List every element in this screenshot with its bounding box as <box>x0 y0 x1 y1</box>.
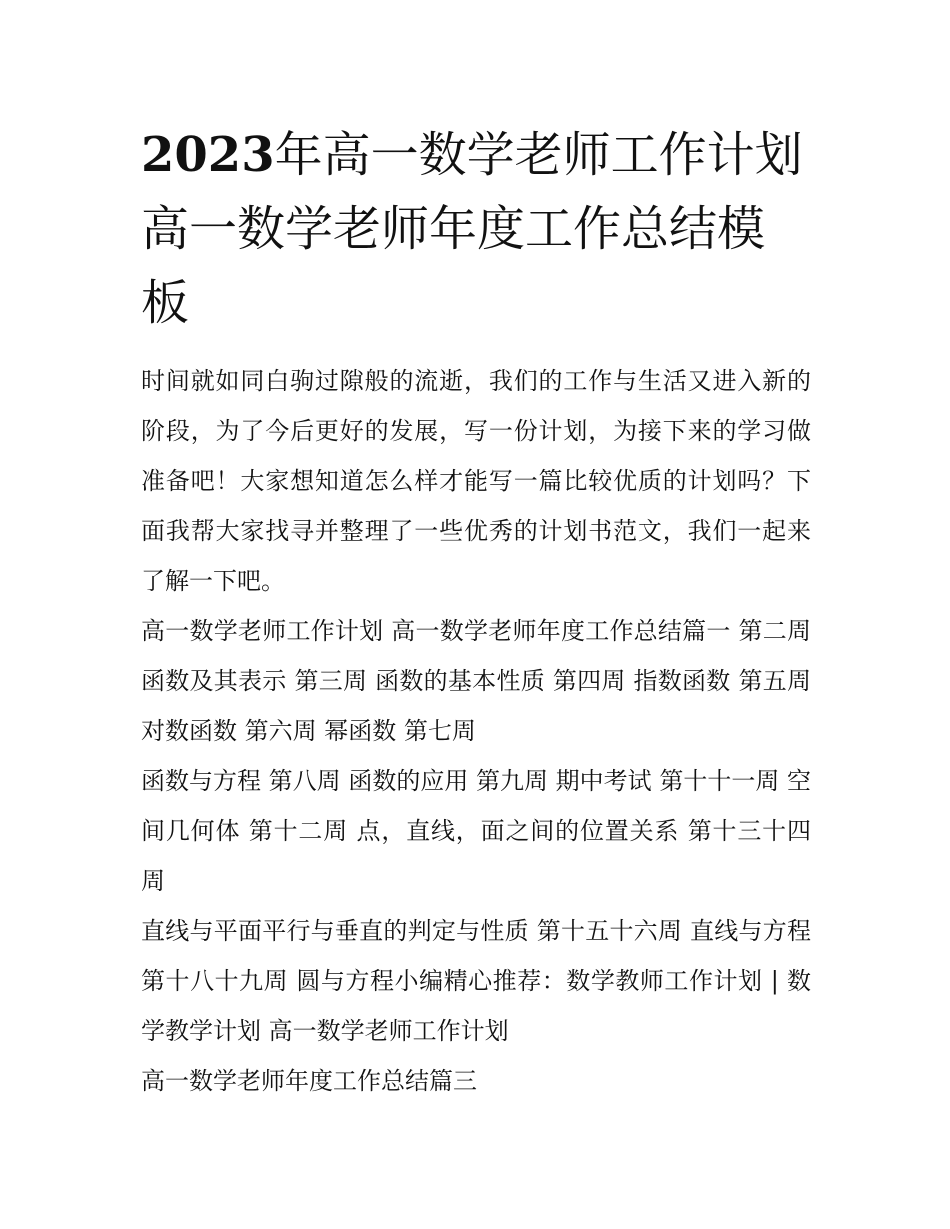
schedule-paragraph-1: 高一数学老师工作计划 高一数学老师年度工作总结篇一 第二周 函数及其表示 第三周 函数的基本性质 第四周 指数函数 第五周 对数函数 第六周 幂函数 第七周 <box>141 617 811 745</box>
document-body <box>141 356 811 1106</box>
section-heading-paragraph: 高一数学老师年度工作总结篇三 <box>141 1067 477 1095</box>
title-text: 年高一数学老师工作计划 高一数学老师年度工作总结模板 <box>141 127 803 331</box>
schedule-paragraph-3: 直线与平面平行与垂直的判定与性质 第十五十六周 直线与方程 第十八十九周 圆与方程小编精心推荐：数学教师工作计划 | 数学教学计划 高一数学老师工作计划 <box>141 917 811 1045</box>
title-year: 2023 <box>141 127 275 183</box>
document-title <box>141 118 811 340</box>
intro-paragraph: 时间就如同白驹过隙般的流逝，我们的工作与生活又进入新的阶段，为了今后更好的发展，写一份计划，为接下来的学习做准备吧！大家想知道怎么样才能写一篇比较优质的计划吗？下面我帮大家找寻并整理了一些优秀的计划书范文，我们一起来了解一下吧。 <box>141 367 811 595</box>
schedule-paragraph-2: 函数与方程 第八周 函数的应用 第九周 期中考试 第十十一周 空间几何体 第十二周 点，直线，面之间的位置关系 第十三十四周 <box>141 767 811 895</box>
document-page <box>141 118 811 1106</box>
